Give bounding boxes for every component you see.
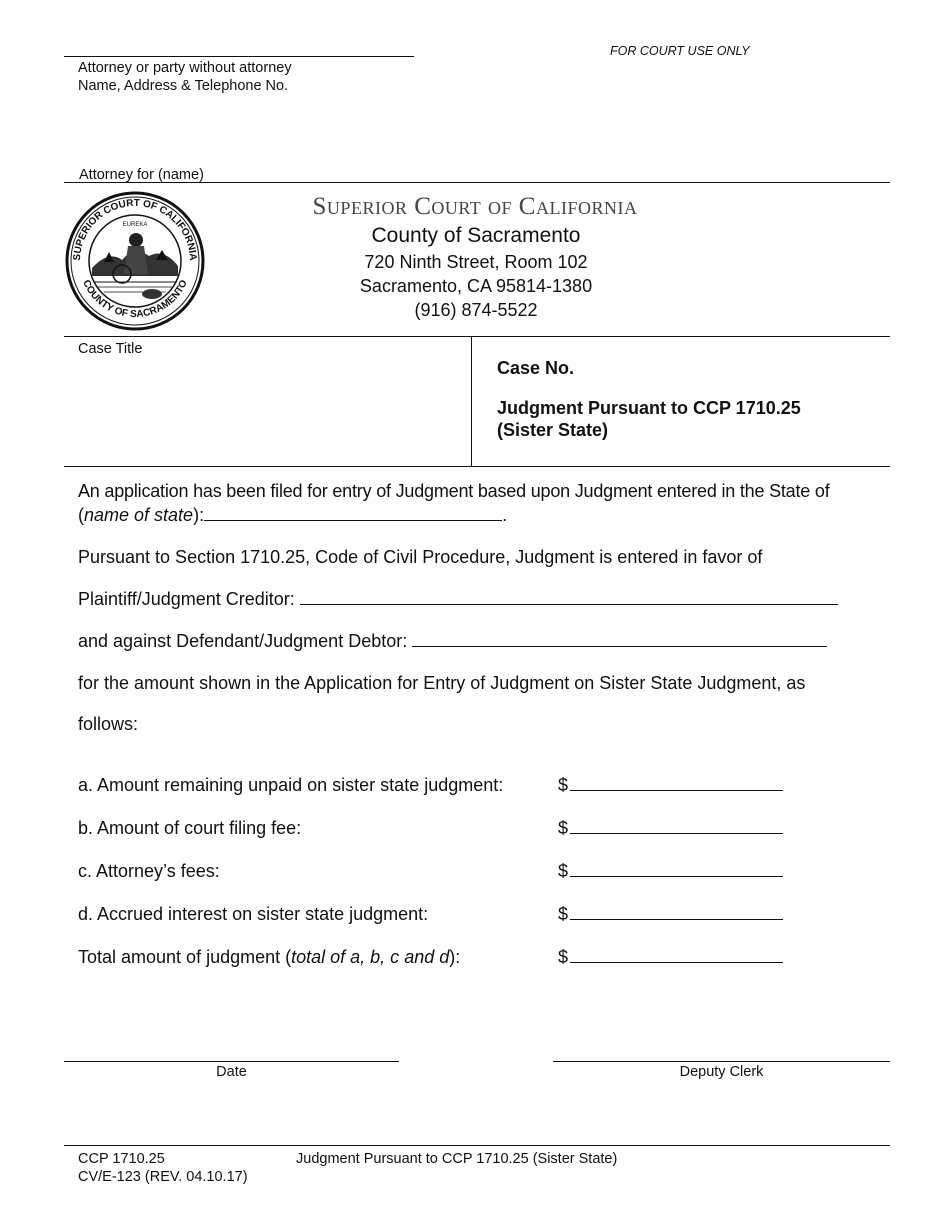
defendant-line [78, 631, 827, 652]
case-box-divider [471, 336, 472, 466]
currency-symbol: $ [558, 947, 569, 967]
amount-a-field-wrap [558, 775, 783, 796]
amount-b-field[interactable] [570, 818, 783, 834]
name-of-state-field[interactable] [204, 505, 502, 521]
amount-c-field-wrap [558, 861, 783, 882]
currency-symbol: $ [558, 818, 569, 838]
amount-total-field-wrap [558, 947, 783, 968]
amount-c-label: c. Attorney’s fees: [78, 861, 220, 881]
currency-symbol: $ [558, 775, 569, 795]
seal-bottom-text: COUNTY OF SACRAMENTO [80, 278, 190, 321]
attorney-label-line1: Attorney or party without attorney [78, 60, 292, 76]
case-box-top-rule [64, 336, 890, 337]
amount-d-field-wrap [558, 904, 783, 925]
amount-total-label [78, 947, 460, 968]
doc-title-line2: (Sister State) [497, 420, 609, 440]
case-no-label: Case No. [497, 358, 575, 378]
application-paragraph-line1: An application has been filed for entry of Judgment based upon Judgment entered in the State of [78, 481, 830, 501]
plaintiff-line [78, 589, 838, 610]
header-bottom-rule [64, 182, 890, 183]
court-city: Sacramento, CA 95814-1380 [359, 276, 593, 296]
amount-paragraph-line1: for the amount shown in the Application for Entry of Judgment on Sister State Judgment, as [78, 673, 806, 693]
court-use-label: FOR COURT USE ONLY [610, 44, 750, 58]
attorney-label-line2: Name, Address & Telephone No. [78, 78, 289, 94]
seal-motto: EUREKA [122, 222, 148, 228]
footer-rule [64, 1145, 890, 1146]
defendant-label: and against Defendant/Judgment Debtor: [78, 631, 408, 651]
attorney-for-label: Attorney for (name) [79, 167, 204, 183]
amount-c-field[interactable] [570, 861, 783, 877]
amount-b-field-wrap [558, 818, 783, 839]
doc-title-line1: Judgment Pursuant to CCP 1710.25 [497, 398, 801, 418]
footer-form-number: CV/E-123 (REV. 04.10.17) [78, 1169, 248, 1185]
court-county: County of Sacramento [371, 224, 581, 247]
footer-title: Judgment Pursuant to CCP 1710.25 (Sister State) [296, 1151, 618, 1167]
plaintiff-field[interactable] [300, 589, 838, 605]
clerk-signature-line[interactable] [553, 1061, 890, 1062]
period: . [502, 505, 508, 525]
date-signature-line[interactable] [64, 1061, 399, 1062]
name-of-state-line [78, 505, 507, 526]
pursuant-paragraph: Pursuant to Section 1710.25, Code of Civil Procedure, Judgment is entered in favor of [78, 547, 763, 567]
amount-total-field[interactable] [570, 947, 783, 963]
court-street: 720 Ninth Street, Room 102 [364, 252, 588, 272]
case-title-label: Case Title [78, 341, 143, 357]
amount-d-label: d. Accrued interest on sister state judgment: [78, 904, 429, 924]
currency-symbol: $ [558, 904, 569, 924]
name-of-state-label: name of state [84, 505, 194, 525]
amount-d-field[interactable] [570, 904, 783, 920]
defendant-field[interactable] [412, 631, 827, 647]
total-italic: total of a, b, c and d [291, 947, 450, 967]
court-phone: (916) 874-5522 [414, 300, 538, 320]
footer-code: CCP 1710.25 [78, 1151, 165, 1167]
total-prefix: Total amount of judgment ( [78, 947, 292, 967]
attorney-top-rule [64, 56, 414, 57]
amount-a-label: a. Amount remaining unpaid on sister state judgment: [78, 775, 504, 795]
case-box-bottom-rule [64, 466, 890, 467]
currency-symbol: $ [558, 861, 569, 881]
deputy-clerk-label: Deputy Clerk [679, 1064, 764, 1080]
court-name: Superior Court of California [312, 193, 638, 220]
paren-close: ): [193, 505, 205, 525]
paren-open: ( [78, 505, 84, 525]
amount-b-label: b. Amount of court filing fee: [78, 818, 302, 838]
amount-paragraph-line2: follows: [78, 714, 139, 734]
total-suffix: ): [449, 947, 461, 967]
date-label: Date [216, 1064, 247, 1080]
plaintiff-label: Plaintiff/Judgment Creditor: [78, 589, 295, 609]
seal-top-text: SUPERIOR COURT OF CALIFORNIA [71, 197, 199, 261]
amount-a-field[interactable] [570, 775, 783, 791]
